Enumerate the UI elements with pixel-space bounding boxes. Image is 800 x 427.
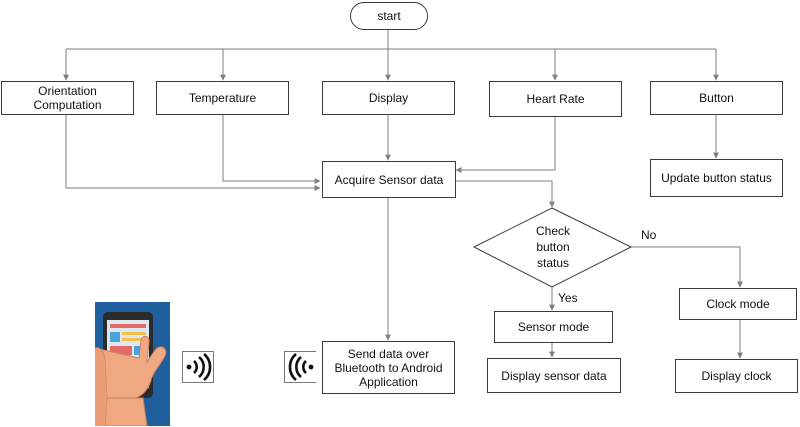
acquire-label: Acquire Sensor data <box>334 172 444 187</box>
clock-mode-label: Clock mode <box>706 297 770 311</box>
check-decision-text <box>505 223 601 271</box>
temperature-label: Temperature <box>188 91 257 105</box>
hand-holding-phone-icon <box>95 302 170 426</box>
edge-label-no: No <box>641 228 657 242</box>
update-button-label: Update button status <box>661 171 772 185</box>
edge-check-no <box>631 247 740 287</box>
display-clock-label: Display clock <box>701 369 772 383</box>
button-node <box>650 81 783 115</box>
edge-orientation-to-acquire <box>66 114 320 188</box>
display-node <box>322 81 455 115</box>
acquire-sensor-data-node <box>322 161 456 198</box>
send-label-line3: Application <box>359 374 418 389</box>
display-sensor-data-node <box>487 358 621 393</box>
wireless-signal-icon-right <box>182 351 214 383</box>
temperature-node <box>156 81 289 115</box>
send-label-line2: Bluetooth to Android <box>334 360 443 375</box>
orientation-label-line2: Computation <box>33 98 102 112</box>
send-label-line1: Send data over <box>347 346 430 361</box>
edge-temperature-to-acquire <box>223 114 320 181</box>
display-label: Display <box>368 91 409 105</box>
edge-label-yes: Yes <box>558 291 578 305</box>
sensor-mode-node <box>494 311 613 343</box>
send-data-node <box>322 341 455 394</box>
orientation-label-line1: Orientation <box>38 84 97 98</box>
edge-heart-rate-to-acquire <box>456 116 555 170</box>
start-label: start <box>377 9 401 23</box>
wireless-signal-icon-left <box>284 351 316 383</box>
heart-rate-label: Heart Rate <box>526 92 585 106</box>
display-clock-node <box>675 359 798 393</box>
phone-illustration-svg <box>95 302 170 426</box>
sensor-mode-label: Sensor mode <box>517 320 590 334</box>
orientation-node <box>1 81 134 115</box>
check-label-line2: button <box>536 240 570 254</box>
check-label-line3: status <box>536 256 569 270</box>
edge-acquire-to-check <box>456 181 552 207</box>
heart-rate-node <box>489 81 622 117</box>
update-button-status-node <box>650 159 783 197</box>
check-label-line1: Check <box>535 224 570 238</box>
display-sensor-label: Display sensor data <box>501 368 607 383</box>
clock-mode-node <box>679 288 797 320</box>
start-node <box>350 2 428 30</box>
button-label: Button <box>699 91 734 105</box>
